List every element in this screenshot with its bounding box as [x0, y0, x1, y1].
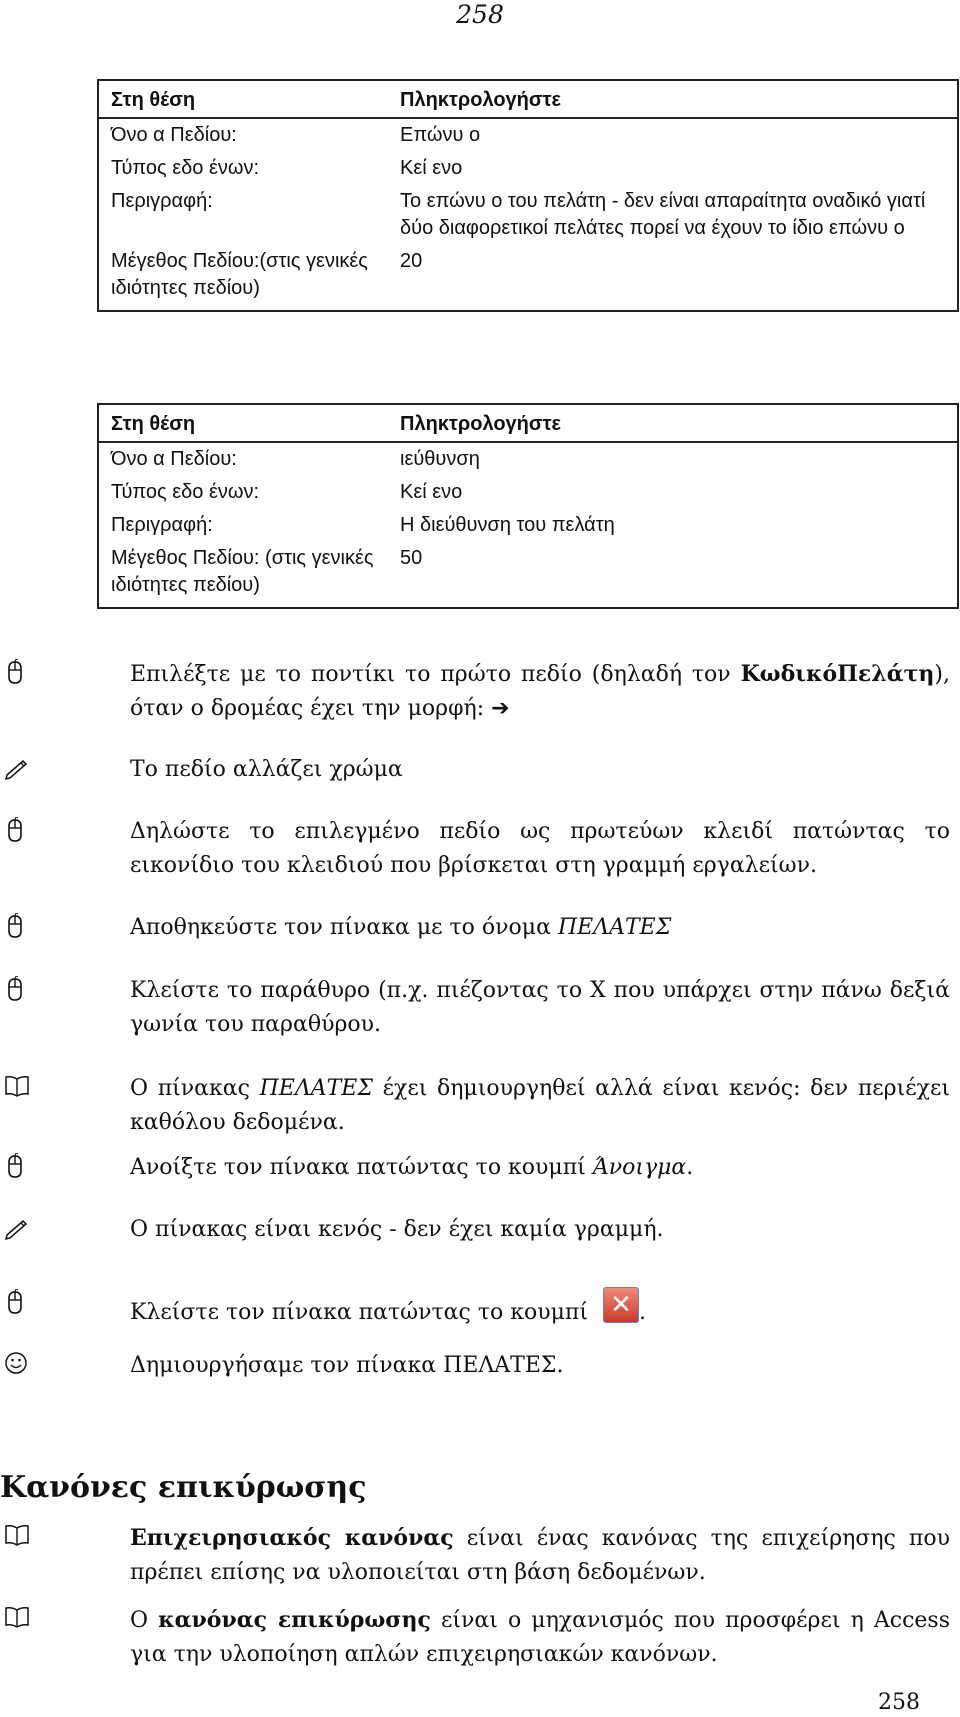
step-text: [130, 1287, 950, 1330]
book-icon: [4, 1523, 30, 1551]
table-row: [98, 509, 958, 542]
field-name-emphasis: ΚωδικόΠελάτη: [740, 661, 935, 687]
step-text: [130, 657, 950, 726]
step-text-part: Ανοίξτε τον πίνακα πατώντας το κουμπί: [130, 1155, 593, 1180]
row-value: Το επώνυ ο του πελάτη - δεν είναι απαραίτητα οναδικό γιατί δύο διαφορετικοί πελάτες πορεί να έχουν το ίδιο επώνυ ο: [400, 190, 926, 239]
row-label: Περιγραφή:: [111, 190, 213, 212]
table-row: [98, 542, 958, 608]
page-number-top: 258: [456, 0, 504, 29]
step-text-part: Επιλέξτε με το ποντίκι το πρώτο πεδίο (δηλαδή τον: [130, 662, 741, 687]
row-value: Η διεύθυνση του πελάτη: [400, 514, 615, 536]
step-text: Δηλώστε το επιλεγμένο πεδίο ως πρωτεύων κλειδί πατώντας το εικονίδιο του κλειδιού που βρίσκεται στη γραμμή εργαλείων.: [130, 819, 950, 878]
row-label: Μέγεθος Πεδίου: (στις γενικές ιδιότητες πεδίου): [111, 547, 374, 596]
step-text: Το πεδίο αλλάζει χρώμα: [130, 757, 403, 782]
row-value: ιεύθυνση: [400, 448, 480, 470]
close-button-icon: [603, 1287, 639, 1323]
table-header-type: Πληκτρολογήστε: [388, 80, 958, 118]
term-emphasis: Επιχειρησιακός κανόνας: [130, 1525, 454, 1551]
step-text-part: .: [686, 1155, 694, 1180]
table-header-position: Στη θέση: [98, 80, 388, 118]
table-header-type: Πληκτρολογήστε: [388, 404, 958, 442]
book-icon: [4, 1605, 30, 1633]
mouse-icon: [4, 913, 30, 941]
section-heading: Κανόνες επικύρωσης: [0, 1470, 367, 1505]
field-table-address: [97, 403, 959, 609]
arrow-right-icon: ➔: [491, 696, 510, 721]
step-text: Ο πίνακας είναι κενός - δεν έχει καμία γραμμή.: [130, 1217, 664, 1242]
step-text-part: ), όταν ο δρομέας έχει την μορφή:: [130, 662, 950, 721]
step-text-part: Ο πίνακας: [130, 1076, 260, 1101]
mouse-icon: [4, 817, 30, 845]
row-value: Κεί ενο: [400, 157, 463, 179]
section-text: [130, 1521, 950, 1590]
mouse-icon: [4, 976, 30, 1004]
table-name-emphasis: ΠΕΛΑΤΕΣ: [557, 915, 672, 940]
row-label: Περιγραφή:: [111, 514, 213, 536]
row-value: 20: [400, 250, 423, 272]
section-text: [130, 1603, 950, 1672]
table-row: [98, 442, 958, 476]
row-label: Τύπος εδο ένων:: [111, 481, 260, 503]
book-icon: [4, 1074, 30, 1102]
close-glyph: ✕: [610, 1290, 632, 1320]
step-text-part: Αποθηκεύστε τον πίνακα με το όνομα: [130, 915, 558, 940]
mouse-icon: [4, 659, 30, 687]
table-header-position: Στη θέση: [98, 404, 388, 442]
table-row: [98, 476, 958, 509]
step-text-part: έχει δημιουργηθεί αλλά είναι κενός: δεν περιέχει καθόλου δεδομένα.: [130, 1076, 950, 1135]
step-text-part: Κλείστε τον πίνακα πατώντας το κουμπί: [130, 1300, 595, 1325]
step-text: Δημιουργήσαμε τον πίνακα ΠΕΛΑΤΕΣ.: [130, 1353, 564, 1378]
mouse-icon: [4, 1153, 30, 1181]
row-label: Όνο α Πεδίου:: [111, 448, 237, 470]
row-label: Τύπος εδο ένων:: [111, 157, 260, 179]
step-text-part: .: [638, 1300, 646, 1325]
step-text: [130, 1151, 950, 1185]
row-label: Όνο α Πεδίου:: [111, 124, 237, 146]
section-text-part: Ο: [130, 1608, 159, 1633]
step-text: [130, 1072, 950, 1140]
step-text: [130, 911, 950, 945]
table-name-emphasis: ΠΕΛΑΤΕΣ: [259, 1076, 373, 1101]
table-row: [98, 152, 958, 185]
table-row: [98, 245, 958, 311]
smile-icon: [4, 1351, 30, 1379]
table-row: [98, 185, 958, 245]
pencil-icon: [4, 755, 30, 783]
term-emphasis: κανόνας επικύρωσης: [158, 1607, 431, 1633]
row-label: Μέγεθος Πεδίου:(στις γενικές ιδιότητες πεδίου): [111, 250, 368, 299]
mouse-icon: [4, 1289, 30, 1317]
row-value: Επώνυ ο: [400, 124, 481, 146]
field-table-surname: [97, 79, 959, 312]
row-value: 50: [400, 547, 423, 569]
pencil-icon: [4, 1215, 30, 1243]
table-row: [98, 118, 958, 152]
row-value: Κεί ενο: [400, 481, 463, 503]
section-text-part: είναι ένας κανόνας της επιχείρησης που πρέπει επίσης να υλοποιείται στη βάση δεδομένων.: [130, 1526, 950, 1585]
step-text: Κλείστε το παράθυρο (π.χ. πιέζοντας το Χ που υπάρχει στην πάνω δεξιά γωνία του παραθύρου.: [130, 978, 950, 1037]
button-name-emphasis: Άνοιγμα: [592, 1155, 687, 1180]
page-number-bottom: 258: [878, 1690, 920, 1715]
section-text-part: είναι ο μηχανισμός που προσφέρει η Access για την υλοποίηση απλών επιχειρησιακών κανόνων.: [130, 1608, 951, 1667]
